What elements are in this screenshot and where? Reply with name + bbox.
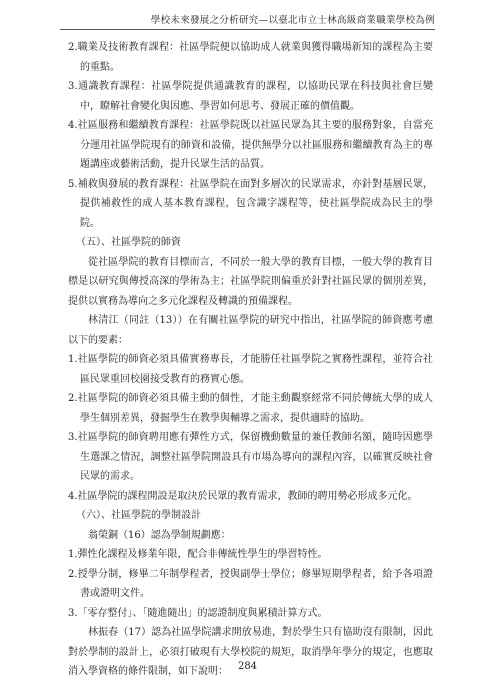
paragraph: 林清江（同註（13））在有關社區學院的研究中指出，社區學院的師資應考慮以下的要素： (68, 315, 433, 346)
section-heading: （六）、社區學院的學制設計 (76, 510, 201, 521)
paragraph: 翁榮銅（16）認為學制規劃應： (88, 529, 231, 541)
list-item: 3.「零存整付」、「隨進隨出」的認證制度與累積計算方式。 (68, 607, 328, 619)
list-item: 2.社區學院的師資必須具備主動的個性，才能主動觀察經常不同於傳統大學的成人學生個別差異，發掘學生在教學與輔導之需求，提供適時的協助。 (68, 393, 433, 424)
list-item: 2.授學分制，修畢二年制學程者，授與副學士學位；修畢短期學程者，給予各項證書或證明文件。 (68, 568, 433, 599)
page-number: 284 (237, 661, 258, 672)
section-heading: （五）、社區學院的師資 (76, 237, 181, 248)
list-item: 1.彈性化課程及修業年限，配合非傳統性學生的學習特性。 (68, 549, 328, 560)
running-header: 學校未來發展之分析研究—以臺北市立士林高級商業職業學校為例 (60, 12, 435, 30)
list-item: 5.補救與發展的教育課程：社區學院在面對多層次的民眾需求，亦針對基層民眾，提供補救性的成人基本教育課程，包含識字課程等，使社區學院成為民主的學院。 (68, 178, 433, 229)
list-item: 1.社區學院的師資必須具備實務專長，才能勝任社區學院之實務性課程，並符合社區民眾重回校園接受教育的務實心態。 (68, 354, 433, 385)
paragraph: 從社區學院的教育目標而言，不同於一般大學的教育目標，一般大學的教育目標是以研究與傳授高深的學術為主；社區學院則偏重於針對社區民眾的個別差異，提供以實務為導向之多元化課程及轉識的預備課程。 (68, 256, 433, 307)
list-item: 3.通識教育課程：社區學院提供通識教育的課程，以協助民眾在科技與社會巨變中，瞭解社會變化與因應、學習如何思考、發展正確的價值觀。 (68, 81, 433, 112)
list-item: 4.社區學院的課程開設是取決於民眾的教育需求，教師的聘用勢必形成多元化。 (68, 490, 418, 502)
paragraph: 林振春（17）認為社區學院講求開放易進，對於學生只有協助沒有限制，因此對於學制的設計上，必須打破現有大學校院的規矩，取消學年學分的規定，也應取消入學資格的條件限制，如下說明： (68, 627, 433, 677)
list-item: 4.社區服務和繼續教育課程：社區學院既以社區民眾為其主要的服務對象，自當充分運用社區學院現有的師資和設備，提供無學分以社區服務和繼續教育為主的專題講座或藝術活動，提升民眾生活的品質。 (68, 120, 433, 170)
list-item: 2.職業及技術教育課程：社區學院便以協助成人就業與獲得職場新知的課程為主要的重點。 (68, 42, 433, 73)
list-item: 3.社區學院的師資聘用應有彈性方式，保留機動數量的兼任教師名額，隨時因應學生選課之情況，調整社區學院開設具有市場為導向的課程內容，以確實反映社會民眾的需求。 (68, 432, 433, 482)
body-text (68, 38, 433, 682)
